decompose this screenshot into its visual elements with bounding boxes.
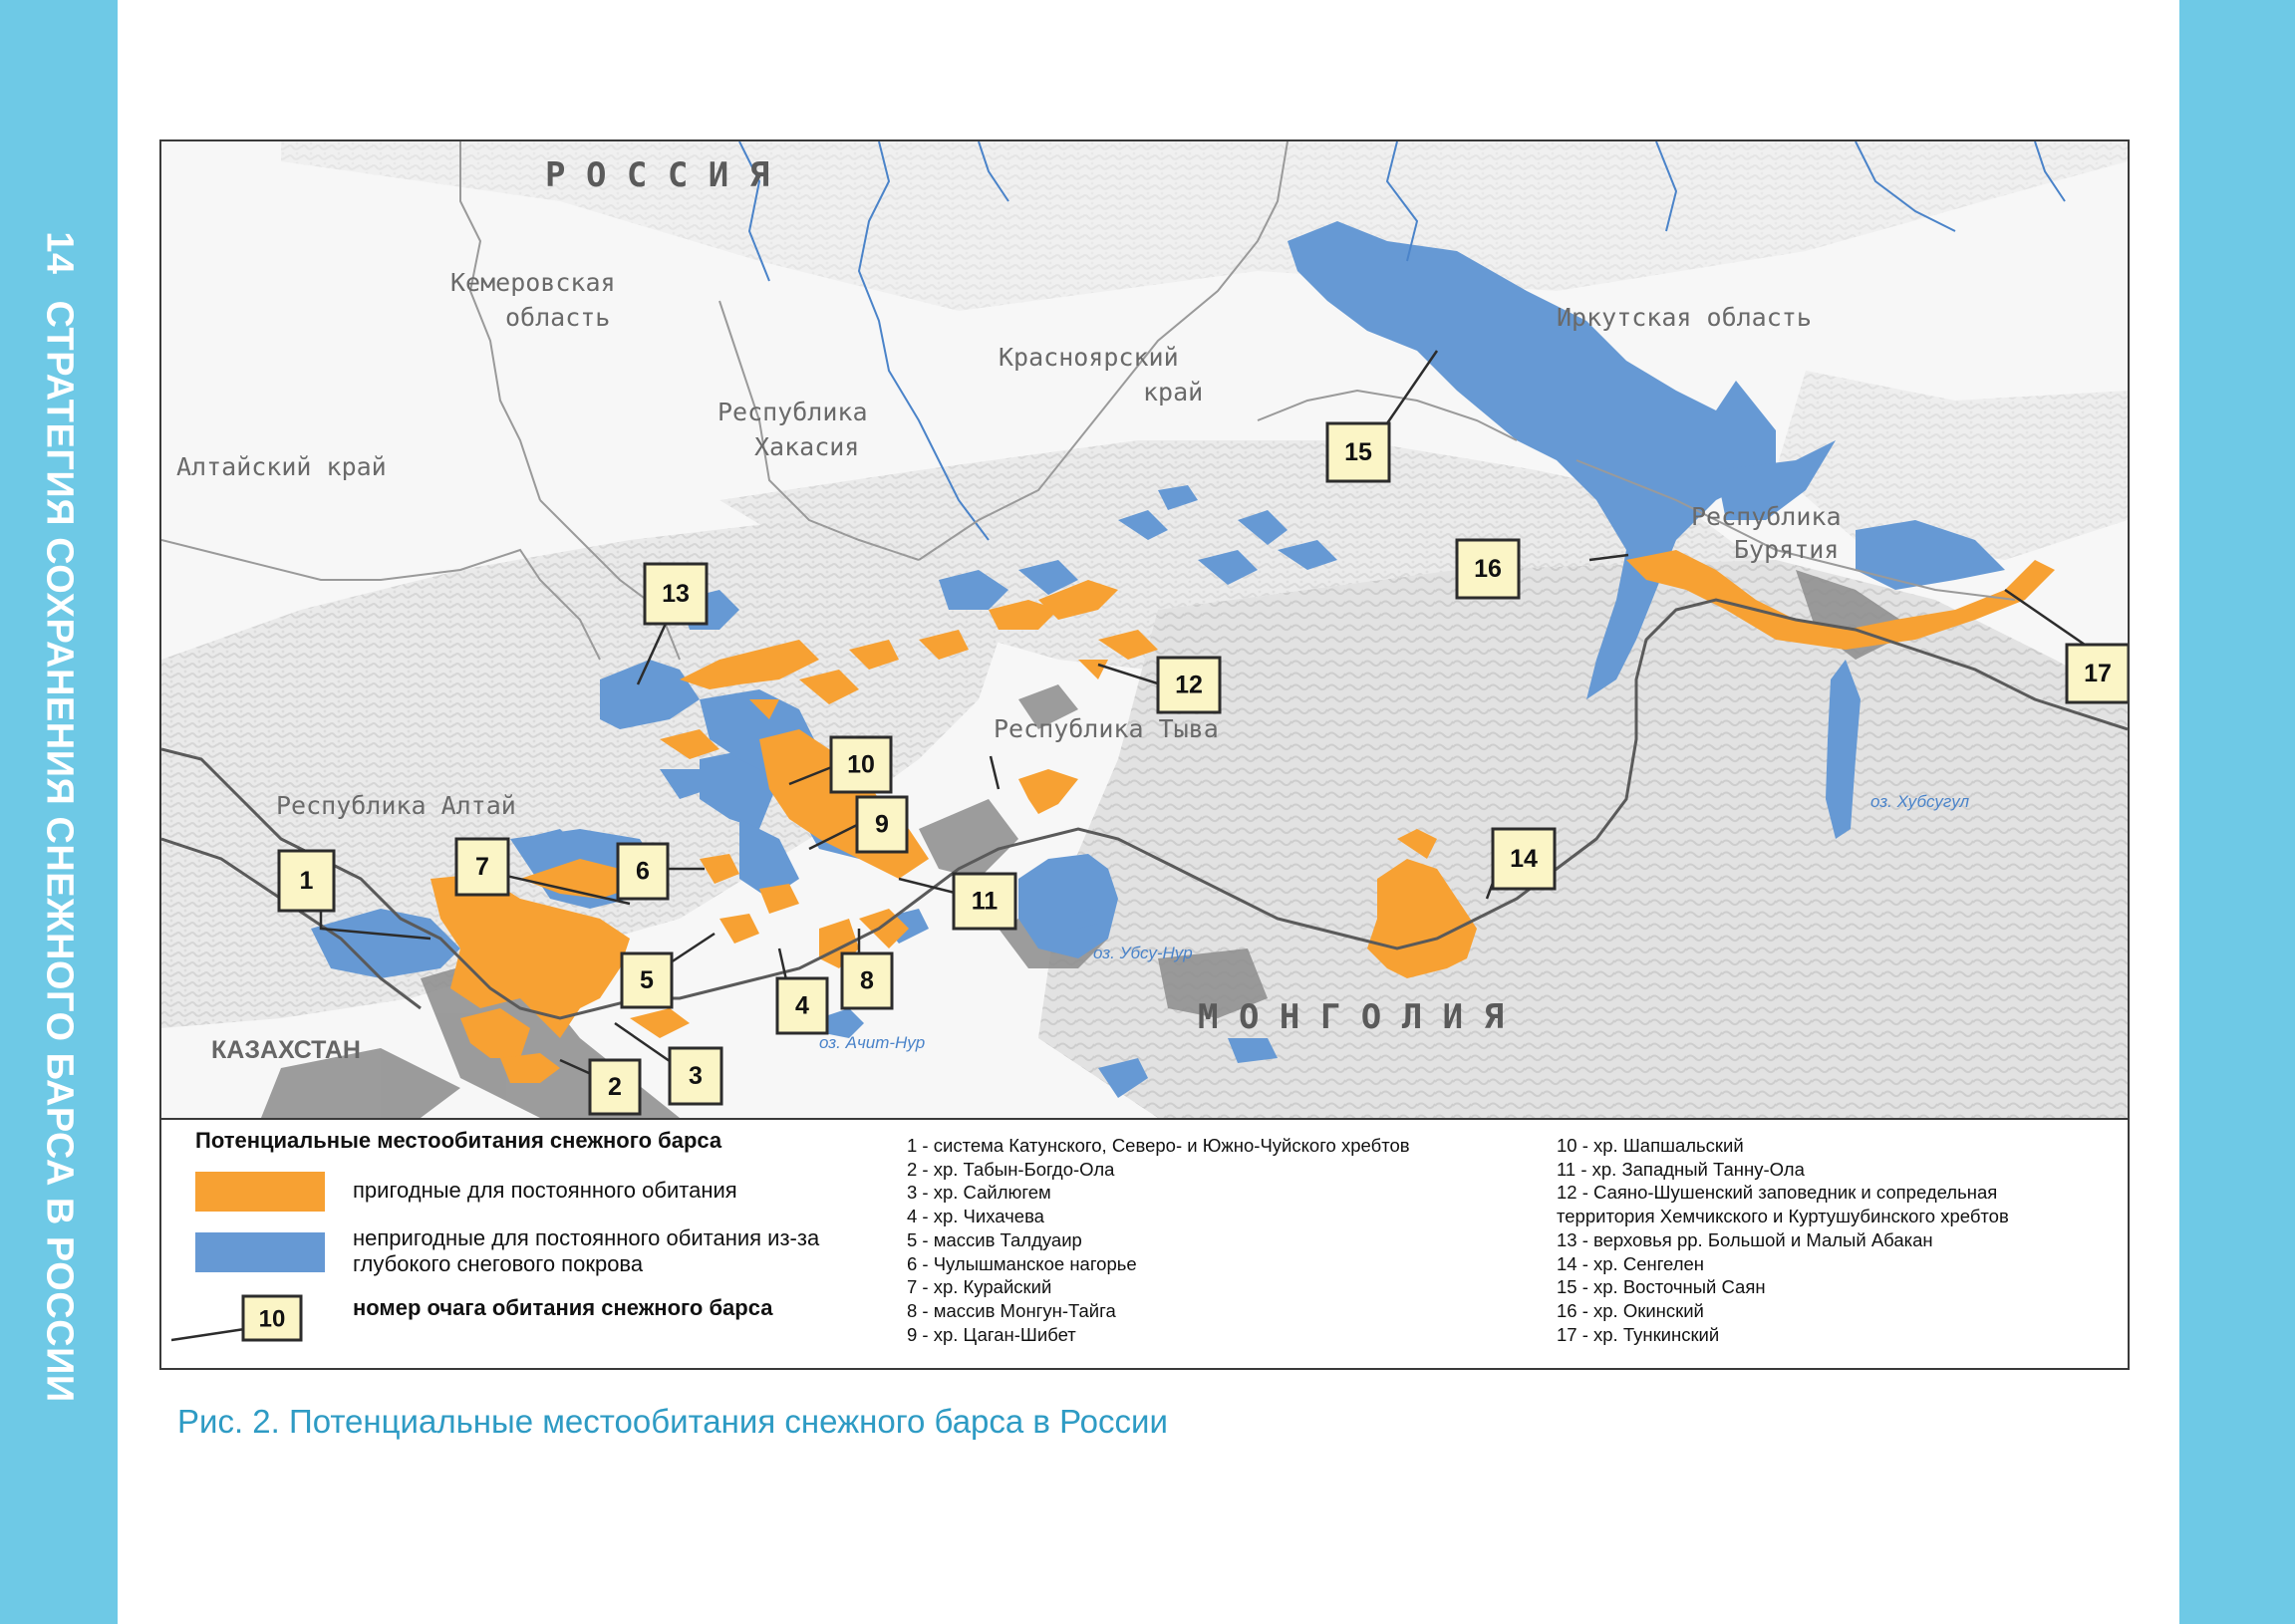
svg-text:10: 10 <box>847 750 875 779</box>
callout-14 <box>1493 829 1555 889</box>
svg-text:15: 15 <box>1344 438 1372 466</box>
callout-13 <box>645 564 707 624</box>
label-mongolia: М О Н Г О Л И Я <box>1198 997 1505 1037</box>
legend-item: 7 - хр. Курайский <box>907 1276 1052 1298</box>
label-khakassia-1: Республика <box>717 398 868 426</box>
legend-title: Потенциальные местообитания снежного барса <box>195 1128 722 1153</box>
callout-9 <box>857 797 907 852</box>
legend-swatch-suitable <box>195 1172 325 1212</box>
label-lake-uvs: оз. Убсу-Нур <box>1093 944 1193 962</box>
callout-1 <box>279 851 334 911</box>
label-russia: Р О С С И Я <box>545 155 770 195</box>
legend-item: 2 - хр. Табын-Богдо-Ола <box>907 1158 1115 1180</box>
callout-7 <box>456 839 508 895</box>
label-krasnoyarsk-1: Красноярский <box>999 343 1179 372</box>
label-altai-republic: Республика Алтай <box>276 791 516 820</box>
svg-text:4: 4 <box>795 991 809 1020</box>
legend-item: 16 - хр. Окинский <box>1557 1299 1704 1321</box>
label-altai-krai: Алтайский край <box>176 452 387 481</box>
svg-text:8: 8 <box>860 966 874 995</box>
svg-text:3: 3 <box>689 1062 703 1090</box>
svg-text:11: 11 <box>971 887 999 916</box>
callout-2 <box>590 1060 640 1114</box>
legend-item: 13 - верховья рр. Большой и Малый Абакан <box>1557 1228 1933 1250</box>
label-lake-khubsugul: оз. Хубсугул <box>1870 792 1970 811</box>
svg-text:13: 13 <box>662 580 690 608</box>
legend-marker-number: 10 <box>258 1305 286 1333</box>
legend-item: 10 - хр. Шапшальский <box>1557 1135 1744 1156</box>
legend-label-marker: номер очага обитания снежного барса <box>353 1295 773 1320</box>
label-lake-achit: оз. Ачит-Нур <box>819 1033 926 1052</box>
legend-list-right <box>1557 1134 2115 1346</box>
right-color-band <box>2179 0 2295 1624</box>
left-color-band <box>0 0 118 1624</box>
legend-item: 4 - хр. Чихачева <box>907 1206 1044 1227</box>
figure-caption: Рис. 2. Потенциальные местообитания снежного барса в России <box>177 1403 1168 1440</box>
figure-frame <box>159 139 2130 1370</box>
callout-4 <box>777 978 827 1033</box>
label-khakassia-2: Хакасия <box>754 432 860 461</box>
label-kazakhstan: КАЗАХСТАН <box>211 1036 361 1064</box>
svg-text:1: 1 <box>299 867 314 895</box>
label-kemerovo-2: область <box>505 303 611 332</box>
legend-label-unsuitable: непригодные для постоянного обитания из-за глубокого снегового покрова <box>353 1225 820 1276</box>
label-buryatia-2: Бурятия <box>1734 535 1840 564</box>
legend-item: 5 - массив Талдуаир <box>907 1228 1082 1250</box>
svg-text:16: 16 <box>1474 555 1502 583</box>
label-krasnoyarsk-2: край <box>1143 378 1204 406</box>
svg-text:12: 12 <box>1175 671 1203 699</box>
callout-10 <box>831 737 891 792</box>
svg-text:7: 7 <box>475 853 489 881</box>
legend-marker-sample <box>171 1284 331 1344</box>
callout-6 <box>618 844 668 899</box>
page-number: 14 <box>38 231 81 275</box>
svg-text:6: 6 <box>636 857 650 886</box>
legend-item: 15 - хр. Восточный Саян <box>1557 1276 1766 1298</box>
legend-item: территория Хемчикского и Куртушубинского хребтов <box>1557 1206 2009 1227</box>
legend <box>161 1120 2128 1368</box>
legend-item: 11 - хр. Западный Танну-Ола <box>1557 1158 1805 1180</box>
legend-item: 8 - массив Монгун-Тайга <box>907 1299 1116 1321</box>
label-tyva: Республика Тыва <box>994 714 1219 743</box>
legend-swatch-unsuitable <box>195 1232 325 1272</box>
legend-item: 14 - хр. Сенгелен <box>1557 1252 1705 1274</box>
legend-item: 9 - хр. Цаган-Шибет <box>907 1323 1076 1345</box>
callout-8 <box>842 953 892 1008</box>
legend-item: 6 - Чулышманское нагорье <box>907 1252 1137 1274</box>
legend-item: 1 - система Катунского, Северо- и Южно-Чуйского хребтов <box>907 1135 1410 1156</box>
callout-12 <box>1158 658 1220 712</box>
callout-3 <box>670 1048 721 1104</box>
svg-text:17: 17 <box>2084 660 2112 687</box>
legend-item: 17 - хр. Тункинский <box>1557 1323 1720 1345</box>
svg-text:2: 2 <box>608 1073 622 1101</box>
svg-text:5: 5 <box>640 966 654 994</box>
label-kemerovo-1: Кемеровская <box>450 268 616 297</box>
callout-16 <box>1457 540 1519 598</box>
legend-list-left <box>907 1134 1545 1346</box>
map <box>161 141 2128 1120</box>
legend-label-suitable: пригодные для постоянного обитания <box>353 1178 737 1203</box>
svg-text:9: 9 <box>875 810 889 839</box>
svg-text:14: 14 <box>1510 845 1538 873</box>
label-buryatia-1: Республика <box>1691 502 1842 531</box>
callout-11 <box>954 874 1015 929</box>
legend-item: 12 - Саяно-Шушенский заповедник и сопредельная <box>1557 1182 1998 1204</box>
callout-17 <box>2067 645 2128 702</box>
running-title <box>38 231 81 1403</box>
legend-item: 3 - хр. Сайлюгем <box>907 1182 1051 1204</box>
callout-15 <box>1327 423 1389 481</box>
label-irkutsk: Иркутская область <box>1557 303 1812 332</box>
callout-5 <box>622 953 672 1007</box>
map-canvas <box>161 141 2128 1118</box>
running-title-text: СТРАТЕГИЯ СОХРАНЕНИЯ СНЕЖНОГО БАРСА В РОССИИ <box>38 300 81 1403</box>
